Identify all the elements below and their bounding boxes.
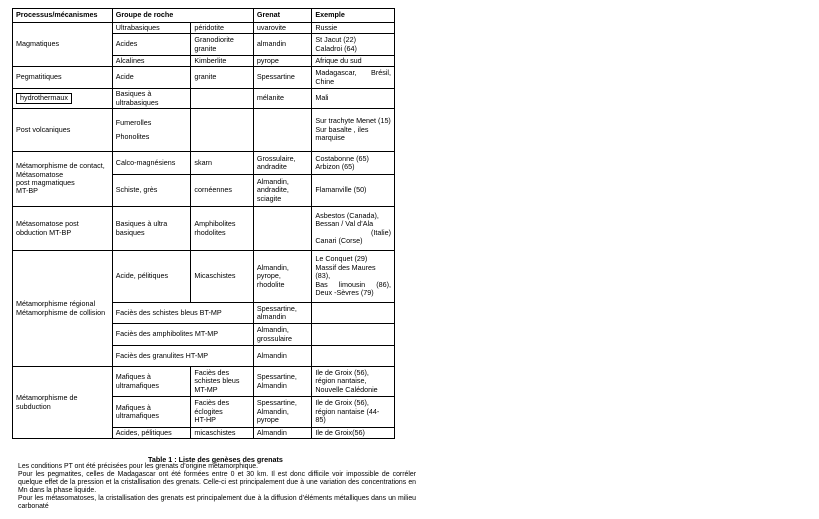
roche-cell <box>191 397 254 428</box>
processus-line: Métamorphisme régional <box>16 299 96 309</box>
facies-cell: Faciès des granulites HT-MP <box>112 346 253 367</box>
roche-line: MT-MP <box>194 384 218 394</box>
processus-line: subduction <box>16 401 51 411</box>
grenat-line: andradite, <box>256 185 289 195</box>
exemple-line: Ile de Groix (56), <box>315 398 369 408</box>
groupe-cell: Schiste, grès <box>112 175 191 207</box>
roche-cell: micaschistes <box>191 428 254 439</box>
roche-cell <box>191 109 254 152</box>
exemple-line: région nantaise, <box>315 376 367 386</box>
groupe-line: Fumerolles <box>115 117 152 127</box>
exemple-cell <box>312 324 395 346</box>
processus-cell <box>13 89 113 109</box>
table-row <box>13 251 395 303</box>
roche-line: rhodolites <box>194 227 226 237</box>
note-paragraph: Pour les pegmatites, celles de Madagascar ont été formées entre 0 et 30 km. Il est donc difficile voir impossible de corréler quelque effet de la pression et la cristallisation des grenats. Celle-ci est principalement due à une variation des concentrations en Mn dans la phase liquide. <box>18 471 416 495</box>
processus-cell: Magmatiques <box>13 23 113 67</box>
processus-cell <box>13 251 113 367</box>
processus-line: Métamorphisme de contact, <box>16 161 105 171</box>
grenat-line: rhodolite <box>256 279 285 289</box>
grenat-cell: pyrope <box>253 56 311 67</box>
grenat-line: almandin <box>256 312 287 321</box>
exemple-line: Massif des Maures (83), <box>315 262 376 281</box>
notes <box>18 463 416 511</box>
exemple-line: région nantaise (44- <box>315 406 380 416</box>
exemple-line: Sur basalte , iles marquise <box>315 124 369 143</box>
exemple-line: Deux -Sèvres (79) <box>315 288 374 298</box>
exemple-cell <box>312 367 395 397</box>
grenat-cell: mélanite <box>253 89 311 109</box>
grenat-cell <box>253 367 311 397</box>
grenat-line: Almandin, <box>256 325 289 335</box>
roche-line: granite <box>194 43 217 53</box>
grenat-line: Spessartine, <box>256 372 297 382</box>
exemple-line: 85) <box>315 415 326 425</box>
table-row <box>13 367 395 397</box>
exemple-line: Arbizon (65) <box>315 162 355 171</box>
exemple-line: Madagascar, Brésil, <box>315 68 391 78</box>
header-exemple: Exemple <box>312 9 395 23</box>
processus-line: obduction MT-BP <box>16 227 72 237</box>
header-groupe: Groupe de roche <box>112 9 253 23</box>
grenat-line: Grossulaire, <box>256 153 296 163</box>
processus-line: Métamorphisme de collision <box>16 307 106 317</box>
header-grenat: Grenat <box>253 9 311 23</box>
grenat-line: Almandin, <box>256 262 289 272</box>
groupe-line: Basiques à <box>115 89 152 99</box>
groupe-cell: Acides <box>112 34 191 56</box>
groupe-cell <box>112 89 191 109</box>
grenat-line: Spessartine, <box>256 398 297 408</box>
groupe-cell: Calco-magnésiens <box>112 152 191 175</box>
exemple-cell <box>312 67 395 89</box>
roche-cell: granite <box>191 67 254 89</box>
roche-line: Amphibolites <box>194 219 236 229</box>
grenat-cell: Spessartine <box>253 67 311 89</box>
groupe-line: ultramafiques <box>115 380 159 390</box>
roche-line: Faciès des <box>194 398 230 408</box>
grenat-cell <box>253 152 311 175</box>
roche-line: éclogites <box>194 406 223 416</box>
groupe-line: Mafiques à <box>115 372 151 382</box>
table-caption: Table 1 : Liste des genèses des grenats <box>148 455 283 464</box>
grenat-cell <box>253 251 311 303</box>
exemple-line: Bessan / Val d’Ala <box>315 219 374 229</box>
roche-cell: cornéennes <box>191 175 254 207</box>
exemple-line: Sur trachyte Menet (15) <box>315 116 391 126</box>
grenat-line: grossulaire <box>256 333 293 343</box>
roche-line: Faciès des <box>194 367 230 377</box>
groupe-cell <box>112 109 191 152</box>
grenat-cell: uvarovite <box>253 23 311 34</box>
grenat-line: Almandin <box>256 380 287 390</box>
table-row <box>13 207 395 251</box>
exemple-cell <box>312 303 395 324</box>
groupe-line: ultrabasiques <box>115 97 159 107</box>
exemple-cell: Mali <box>312 89 395 109</box>
processus-line: post magmatiques <box>16 178 75 187</box>
groupe-cell <box>112 367 191 397</box>
exemple-cell <box>312 397 395 428</box>
grenat-cell: almandin <box>253 34 311 56</box>
exemple-line: Caladroi (64) <box>315 43 357 53</box>
exemple-line: Le Conquet (29) <box>315 254 368 264</box>
grenat-cell <box>253 397 311 428</box>
exemple-line: Bas limousin (86), <box>315 279 391 289</box>
grenat-cell <box>253 109 311 152</box>
groupe-line: Phonolites <box>115 132 150 141</box>
groupe-cell <box>112 397 191 428</box>
exemple-cell: Afrique du sud <box>312 56 395 67</box>
grenat-cell <box>253 303 311 324</box>
facies-cell: Faciès des amphibolites MT-MP <box>112 324 253 346</box>
exemple-line: Ile de Groix (56), <box>315 367 369 377</box>
exemple-line: Asbestos (Canada), <box>315 210 379 220</box>
exemple-line: Costabonne (65) <box>315 153 369 163</box>
processus-line: Métamorphisme de <box>16 393 78 403</box>
groupe-cell: Acide <box>112 67 191 89</box>
header-row <box>13 9 395 23</box>
roche-cell <box>191 367 254 397</box>
roche-cell <box>191 207 254 251</box>
grenat-cell: Almandin <box>253 428 311 439</box>
grenat-cell <box>253 207 311 251</box>
groupe-cell: Alcalines <box>112 56 191 67</box>
processus-cell: Post volcaniques <box>13 109 113 152</box>
processus-line: Métasomatose post <box>16 219 79 229</box>
processus-cell <box>13 207 113 251</box>
processus-line: MT-BP <box>16 186 38 196</box>
exemple-cell <box>312 207 395 251</box>
table-row <box>13 23 395 34</box>
groupe-line: basiques <box>115 227 145 237</box>
processus-cell <box>13 152 113 207</box>
grenat-line: Spessartine, <box>256 303 297 313</box>
grenat-line: sciagite <box>256 193 282 203</box>
facies-cell: Faciès des schistes bleus BT-MP <box>112 303 253 324</box>
grenat-cell <box>253 175 311 207</box>
roche-cell <box>191 34 254 56</box>
groupe-line: Basiques à ultra <box>115 219 168 229</box>
hydrothermaux-label: hydrothermaux <box>16 93 72 103</box>
groupe-cell: Ultrabasiques <box>112 23 191 34</box>
grenat-cell: Almandin <box>253 346 311 367</box>
processus-cell: Pegmatitiques <box>13 67 113 89</box>
roche-cell: skarn <box>191 152 254 175</box>
roche-line: schistes bleus <box>194 376 240 386</box>
roche-cell: péridotite <box>191 23 254 34</box>
exemple-cell <box>312 109 395 152</box>
roche-line: HT-HP <box>194 415 216 425</box>
exemple-cell <box>312 152 395 175</box>
exemple-cell <box>312 34 395 56</box>
exemple-cell <box>312 251 395 303</box>
genese-table <box>12 8 395 439</box>
roche-line: Granodiorite <box>194 35 234 45</box>
exemple-line: Canari (Corse) <box>315 235 363 245</box>
grenat-cell <box>253 324 311 346</box>
processus-cell <box>13 367 113 439</box>
exemple-line: Nouvelle Calédonie <box>315 384 378 394</box>
exemple-line: St Jacut (22) <box>315 35 357 45</box>
groupe-line: Mafiques à <box>115 402 151 412</box>
roche-cell: Kimberlite <box>191 56 254 67</box>
groupe-cell: Acides, pélitiques <box>112 428 191 439</box>
grenat-line: Almandin, <box>256 176 289 186</box>
processus-line: Métasomatose <box>16 169 64 179</box>
grenat-line: pyrope <box>256 415 279 425</box>
groupe-cell <box>112 207 191 251</box>
exemple-cell <box>312 346 395 367</box>
header-processus: Processus/mécanismes <box>13 9 113 23</box>
note-paragraph: Pour les métasomatoses, la cristallisation des grenats est principalement due à la diffusion d’éléments métalliques dans un milieu carbonaté <box>18 495 416 511</box>
roche-cell: Micaschistes <box>191 251 254 303</box>
table-row <box>13 109 395 152</box>
exemple-cell: Ile de Groix(56) <box>312 428 395 439</box>
roche-cell <box>191 89 254 109</box>
grenat-line: pyrope, <box>256 271 281 281</box>
exemple-cell: Russie <box>312 23 395 34</box>
groupe-line: ultramafiques <box>115 411 159 420</box>
exemple-line: (Italie) <box>371 227 391 237</box>
table-row <box>13 152 395 175</box>
grenat-line: andradite <box>256 162 287 171</box>
note-paragraph: Les conditions PT ont été précisées pour les grenats d’origine métamorphique. <box>18 463 259 470</box>
table-row <box>13 67 395 89</box>
table-row <box>13 89 395 109</box>
exemple-cell: Flamanville (50) <box>312 175 395 207</box>
exemple-line: Chine <box>315 76 335 86</box>
groupe-cell: Acide, pélitiques <box>112 251 191 303</box>
grenat-line: Almandin, <box>256 406 289 416</box>
